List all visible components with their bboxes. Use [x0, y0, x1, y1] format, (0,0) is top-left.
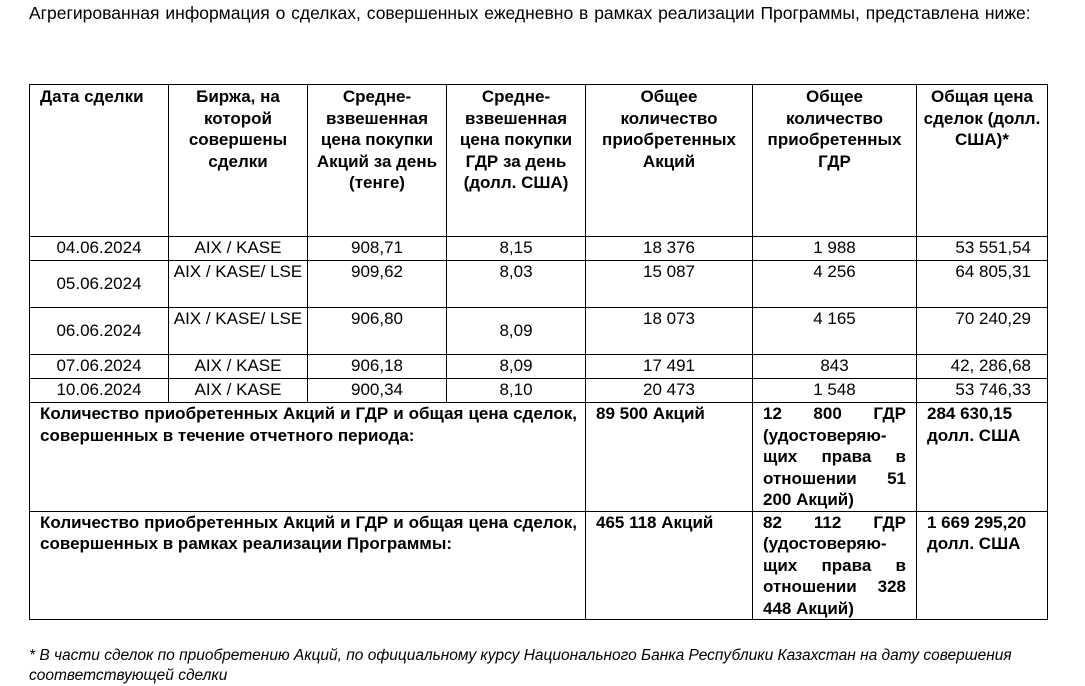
period-summary-row — [30, 403, 1048, 512]
cell-gdr-price: 8,15 — [447, 237, 586, 261]
program-summary-label: Количество приобретенных Акций и ГДР и общая цена сделок, совершенных в рамках реализации Программы: — [30, 511, 586, 620]
table-row — [30, 379, 1048, 403]
cell-gdr-price: 8,09 — [447, 308, 586, 355]
cell-shares: 17 491 — [586, 355, 753, 379]
cell-gdr-price: 8,10 — [447, 379, 586, 403]
table-row — [30, 355, 1048, 379]
header-gdr-price: Средне-взвешенная цена покупки ГДР за день (долл. США) — [447, 85, 586, 237]
cell-date: 06.06.2024 — [30, 308, 169, 355]
cell-exchange: AIX / KASE/ LSE — [169, 261, 308, 308]
cell-share-price: 908,71 — [308, 237, 447, 261]
cell-gdr-price: 8,09 — [447, 355, 586, 379]
header-total-price: Общая цена сделок (долл. США)* — [917, 85, 1048, 237]
header-share-price: Средне-взвешенная цена покупки Акций за день (тенге) — [308, 85, 447, 237]
cell-shares: 18 073 — [586, 308, 753, 355]
cell-date: 04.06.2024 — [30, 237, 169, 261]
cell-exchange: AIX / KASE — [169, 379, 308, 403]
table-header-row — [30, 85, 1048, 237]
cell-gdrs: 1 988 — [753, 237, 917, 261]
cell-exchange: AIX / KASE — [169, 237, 308, 261]
cell-total: 42, 286,68 — [917, 355, 1048, 379]
cell-date: 07.06.2024 — [30, 355, 169, 379]
period-summary-gdrs: 12 800 ГДР (удостоверяю-щих права в отношении 51 200 Акций) — [753, 403, 917, 512]
header-date: Дата сделки — [30, 85, 169, 237]
table-row — [30, 237, 1048, 261]
cell-gdrs: 843 — [753, 355, 917, 379]
cell-gdrs: 4 256 — [753, 261, 917, 308]
cell-share-price: 906,80 — [308, 308, 447, 355]
period-summary-label: Количество приобретенных Акций и ГДР и общая цена сделок, совершенных в течение отчетного периода: — [30, 403, 586, 512]
header-gdr-count: Общее количество приобретенных ГДР — [753, 85, 917, 237]
footnote: * В части сделок по приобретению Акций, по официальному курсу Национального Банка Республики Казахстан на дату совершения соответствующей сделки — [29, 647, 1012, 684]
period-summary-shares: 89 500 Акций — [586, 403, 753, 512]
header-shares-count: Общее количество приобретенных Акций — [586, 85, 753, 237]
table-row — [30, 261, 1048, 308]
program-summary-gdrs: 82 112 ГДР (удостоверяю-щих права в отношении 328 448 Акций) — [753, 511, 917, 620]
header-exchange: Биржа, на которой совершены сделки — [169, 85, 308, 237]
table-row — [30, 308, 1048, 355]
program-summary-shares: 465 118 Акций — [586, 511, 753, 620]
cell-share-price: 909,62 — [308, 261, 447, 308]
cell-share-price: 906,18 — [308, 355, 447, 379]
cell-exchange: AIX / KASE/ LSE — [169, 308, 308, 355]
cell-total: 53 746,33 — [917, 379, 1048, 403]
cell-gdrs: 1 548 — [753, 379, 917, 403]
cell-date: 05.06.2024 — [30, 261, 169, 308]
cell-shares: 15 087 — [586, 261, 753, 308]
cell-exchange: AIX / KASE — [169, 355, 308, 379]
deals-table — [29, 84, 1048, 620]
cell-shares: 18 376 — [586, 237, 753, 261]
intro-paragraph: Агрегированная информация о сделках, совершенных ежедневно в рамках реализации Программы, представлена ниже: — [29, 3, 1031, 23]
period-summary-total: 284 630,15 долл. США — [917, 403, 1048, 512]
cell-gdr-price: 8,03 — [447, 261, 586, 308]
cell-total: 53 551,54 — [917, 237, 1048, 261]
cell-shares: 20 473 — [586, 379, 753, 403]
cell-date: 10.06.2024 — [30, 379, 169, 403]
program-summary-total: 1 669 295,20 долл. США — [917, 511, 1048, 620]
program-summary-row — [30, 511, 1048, 620]
cell-gdrs: 4 165 — [753, 308, 917, 355]
cell-share-price: 900,34 — [308, 379, 447, 403]
cell-total: 64 805,31 — [917, 261, 1048, 308]
cell-total: 70 240,29 — [917, 308, 1048, 355]
